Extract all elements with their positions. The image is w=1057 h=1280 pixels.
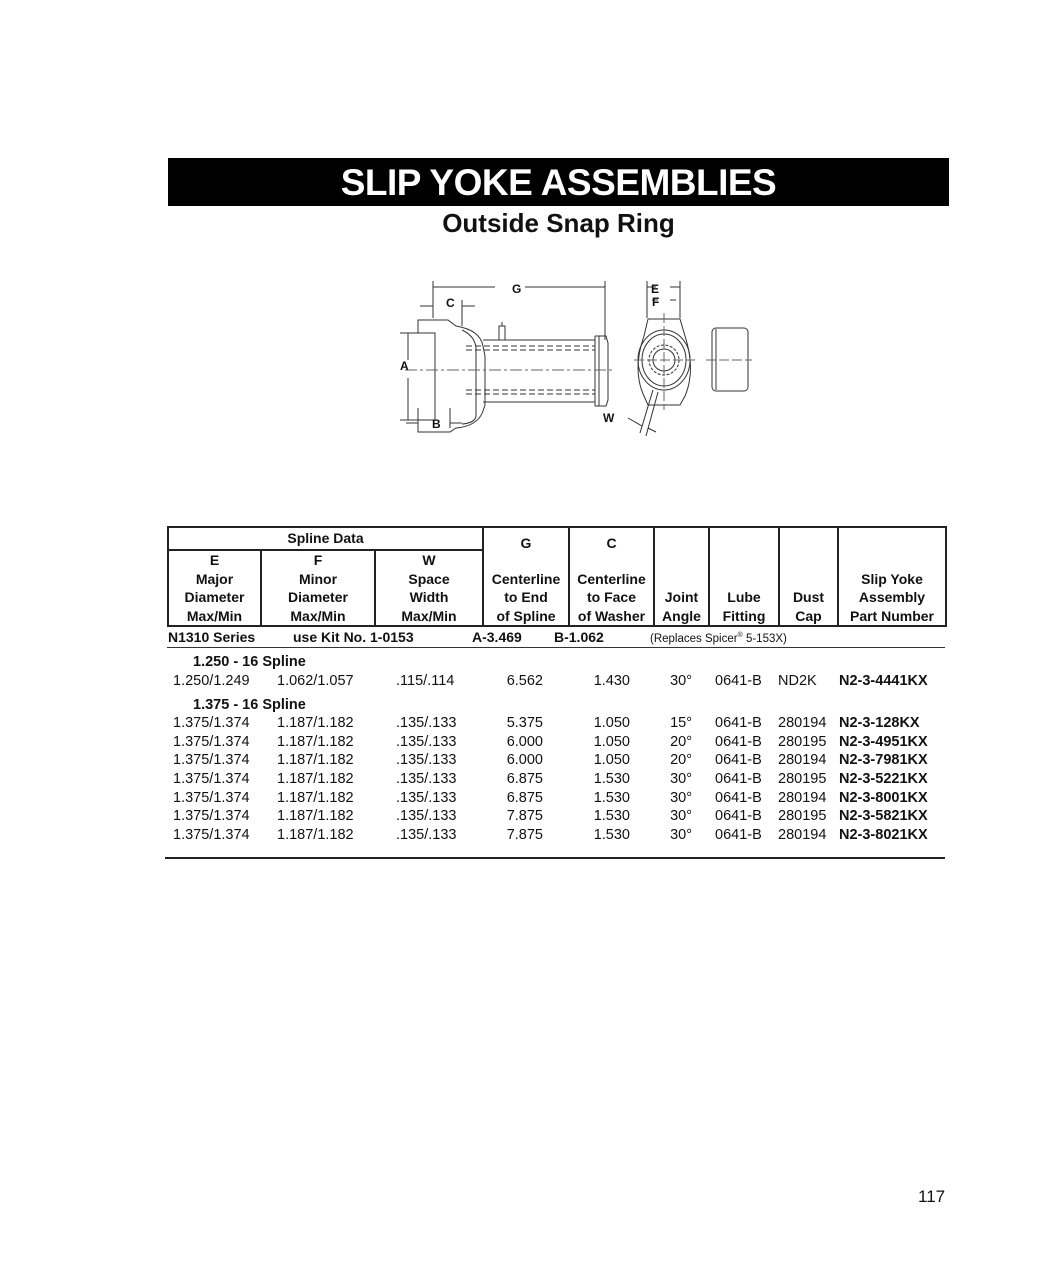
dimension-label-e: E (651, 282, 660, 296)
header-spline-data: Spline Data (168, 527, 483, 550)
series-replaces-note: (Replaces Spicer® 5-153X) (650, 632, 787, 645)
header-lube-fitting: Lube Fitting (709, 527, 779, 626)
series-kit: use Kit No. 1-0153 (293, 629, 414, 645)
series-b-dim: B-1.062 (554, 629, 604, 645)
slip-yoke-diagram (390, 278, 765, 438)
dimension-label-c: C (446, 296, 455, 310)
header-w: W Space Width Max/Min (375, 550, 483, 626)
spline-group-label: 1.250 - 16 Spline (193, 654, 306, 670)
dimension-label-w: W (603, 411, 615, 425)
page-subtitle: Outside Snap Ring (442, 208, 675, 238)
header-e: E Major Diameter Max/Min (168, 550, 261, 626)
header-g: G Centerline to End of Spline (483, 527, 569, 626)
page-number: 117 (918, 1187, 946, 1206)
dimension-label-a: A (400, 359, 409, 373)
header-dust-cap: Dust Cap (779, 527, 838, 626)
header-f: F Minor Diameter Max/Min (261, 550, 375, 626)
header-c: C Centerline to Face of Washer (569, 527, 654, 626)
table-row: 1.375/1.374 1.187/1.182 .135/.133 6.875 1.530 30° 0641-B 280194 N2-3-8001KX (173, 790, 928, 806)
series-name: N1310 Series (168, 629, 256, 645)
table-row: 1.250/1.249 1.062/1.057 .115/.114 6.562 1.430 30° 0641-B ND2K N2-3-4441KX (173, 673, 928, 689)
table-row: 1.375/1.374 1.187/1.182 .135/.133 5.375 1.050 15° 0641-B 280194 N2-3-128KX (173, 715, 920, 731)
table-bottom-rule (165, 857, 945, 859)
page-title: SLIP YOKE ASSEMBLIES (168, 158, 949, 206)
spline-group-label: 1.375 - 16 Spline (193, 697, 306, 713)
spec-table-header (167, 526, 947, 627)
table-row: 1.375/1.374 1.187/1.182 .135/.133 7.875 1.530 30° 0641-B 280194 N2-3-8021KX (173, 827, 928, 843)
dimension-label-g: G (512, 282, 522, 296)
header-joint-angle: Joint Angle (654, 527, 709, 626)
header-part-number: Slip Yoke Assembly Part Number (838, 527, 946, 626)
dimension-label-f: F (652, 295, 660, 309)
table-row: 1.375/1.374 1.187/1.182 .135/.133 6.000 1.050 20° 0641-B 280194 N2-3-7981KX (173, 752, 928, 768)
table-row: 1.375/1.374 1.187/1.182 .135/.133 6.000 1.050 20° 0641-B 280195 N2-3-4951KX (173, 734, 928, 750)
table-row: 1.375/1.374 1.187/1.182 .135/.133 7.875 1.530 30° 0641-B 280195 N2-3-5821KX (173, 808, 928, 824)
table-row: 1.375/1.374 1.187/1.182 .135/.133 6.875 1.530 30° 0641-B 280195 N2-3-5221KX (173, 771, 928, 787)
dimension-label-b: B (432, 417, 441, 431)
series-a-dim: A-3.469 (472, 629, 522, 645)
series-info-row (167, 628, 945, 648)
